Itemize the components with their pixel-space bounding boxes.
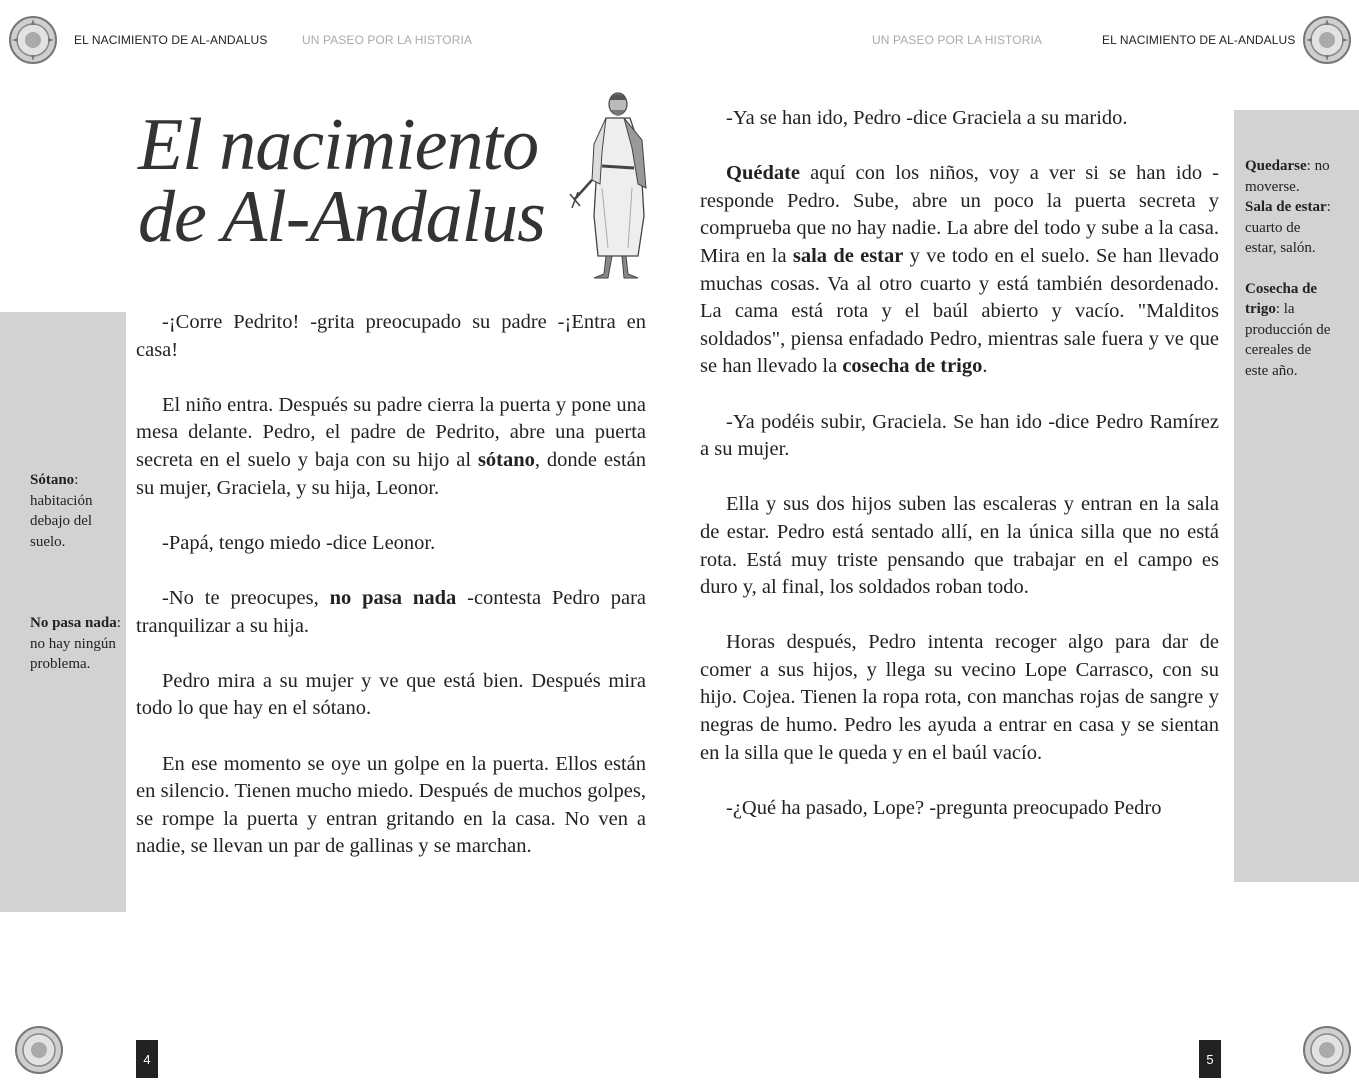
text-run: -No te preocupes,	[162, 586, 330, 609]
glossary-term: Sala de estar	[1245, 199, 1327, 215]
seal-icon	[1302, 1025, 1352, 1075]
glossary-left	[30, 470, 122, 675]
paragraph: -Papá, tengo miedo -dice Leonor.	[162, 531, 436, 554]
text-run: .	[982, 355, 988, 378]
seal-icon	[8, 15, 58, 65]
glossary-keyword: Quédate	[726, 162, 801, 185]
seal-icon	[14, 1025, 64, 1075]
running-header-title-right: EL NACIMIENTO DE AL-ANDALUS	[1102, 33, 1296, 47]
page-number-right: 5	[1199, 1040, 1221, 1078]
running-header-title-left: EL NACIMIENTO DE AL-ANDALUS	[74, 33, 268, 47]
glossary-keyword: sótano	[477, 448, 535, 471]
glossary-term: Sótano	[30, 472, 75, 488]
glossary-keyword: sala de estar	[792, 244, 904, 267]
paragraph: -Ya se han ido, Pedro -dice Graciela a su marido.	[726, 107, 1128, 129]
text-run: El niño entra. Después su padre cierra la puerta y pone una mesa delante. Pedro, el padre de Pedrito, abre una puerta secreta en el suelo y baja con su hijo al	[136, 393, 646, 471]
glossary-term: No pasa nada	[30, 615, 117, 631]
glossary-entry	[1245, 156, 1331, 197]
text-run: aquí con los niños, voy a ver si se han ido -responde Pedro. Sube, abre un poco la puerta secreta y comprueba que no hay nadie. La abre del todo y sube a la casa. Mira en la	[700, 162, 1219, 267]
glossary-entry	[30, 613, 122, 675]
paragraph: -¿Qué ha pasado, Lope? -pregunta preocupado Pedro	[726, 796, 1162, 819]
running-header-series-right: UN PASEO POR LA HISTORIA	[872, 33, 1043, 47]
glossary-term: Cosecha de trigo	[1245, 280, 1318, 317]
glossary-keyword: cosecha de trigo	[842, 355, 983, 378]
glossary-definition: : no hay ningún problema.	[30, 615, 121, 672]
glossary-definition: : no moverse.	[1245, 158, 1330, 195]
text-run: -contesta Pedro para tranquilizar a su hija.	[136, 586, 646, 637]
paragraph: -Ya podéis subir, Graciela. Se han ido -dice Pedro Ramírez a su mujer.	[700, 410, 1219, 461]
glossary-definition: : la producción de cereales de este año.	[1245, 301, 1331, 379]
paragraph: -¡Corre Pedrito! -grita preocupado su padre -¡Entra en casa!	[136, 311, 646, 361]
glossary-definition: : cuarto de estar, salón.	[1245, 199, 1331, 256]
paragraph	[136, 585, 646, 640]
glossary-term: Quedarse	[1245, 158, 1307, 174]
text-run: , donde están su mujer, Graciela, y su hija, Leonor.	[136, 448, 646, 499]
chapter-title	[138, 104, 545, 258]
body-column-right	[700, 105, 1219, 850]
chapter-title-line1: El nacimiento	[138, 104, 539, 186]
paragraph: Pedro mira a su mujer y ve que está bien. Después mira todo lo que hay en el sótano.	[136, 669, 646, 720]
running-header-series-left: UN PASEO POR LA HISTORIA	[302, 33, 473, 47]
paragraph	[136, 392, 646, 502]
glossary-entry	[30, 470, 122, 552]
page-number-left: 4	[136, 1040, 158, 1078]
body-column-left	[136, 309, 646, 888]
glossary-right	[1245, 156, 1331, 381]
glossary-entry	[1245, 197, 1331, 259]
glossary-entry	[1245, 279, 1331, 382]
glossary-definition: : habitación debajo del suelo.	[30, 472, 93, 550]
chapter-title-line2: de Al-Andalus	[138, 176, 545, 258]
paragraph: Horas después, Pedro intenta recoger algo para dar de comer a sus hijos, y llega su vecino Lope Carrasco, con su hijo. Cojea. Tienen la ropa rota, con manchas rojas de sangre y negras de humo. Pedro les ayuda a entrar en casa y se sientan en la silla que le queda y en el baúl vacío.	[700, 631, 1219, 764]
seal-icon	[1302, 15, 1352, 65]
paragraph: En ese momento se oye un golpe en la puerta. Ellos están en silencio. Tienen mucho miedo. Después de muchos golpes, se rompe la puerta y entran gritando en la casa. No ven a nadie, se llevan un par de gallinas y se marchan.	[136, 752, 646, 858]
glossary-keyword: no pasa nada	[329, 586, 457, 609]
illustration-man	[568, 88, 656, 282]
text-run: y ve todo en el suelo. Se han llevado muchas cosas. Va al otro cuarto y está también desordenado. La cama está rota y el baúl abierto y vacío. "Malditos soldados", piensa enfadado Pedro, mientras sale fuera y ve que se han llevado la	[700, 244, 1219, 378]
paragraph	[700, 160, 1219, 381]
paragraph: Ella y sus dos hijos suben las escaleras y entran en la sala de estar. Pedro está sentado allí, en la única silla que no está rota. Está muy triste pensando que trabajar en el campo es duro y, al final, los soldados roban todo.	[700, 493, 1219, 599]
